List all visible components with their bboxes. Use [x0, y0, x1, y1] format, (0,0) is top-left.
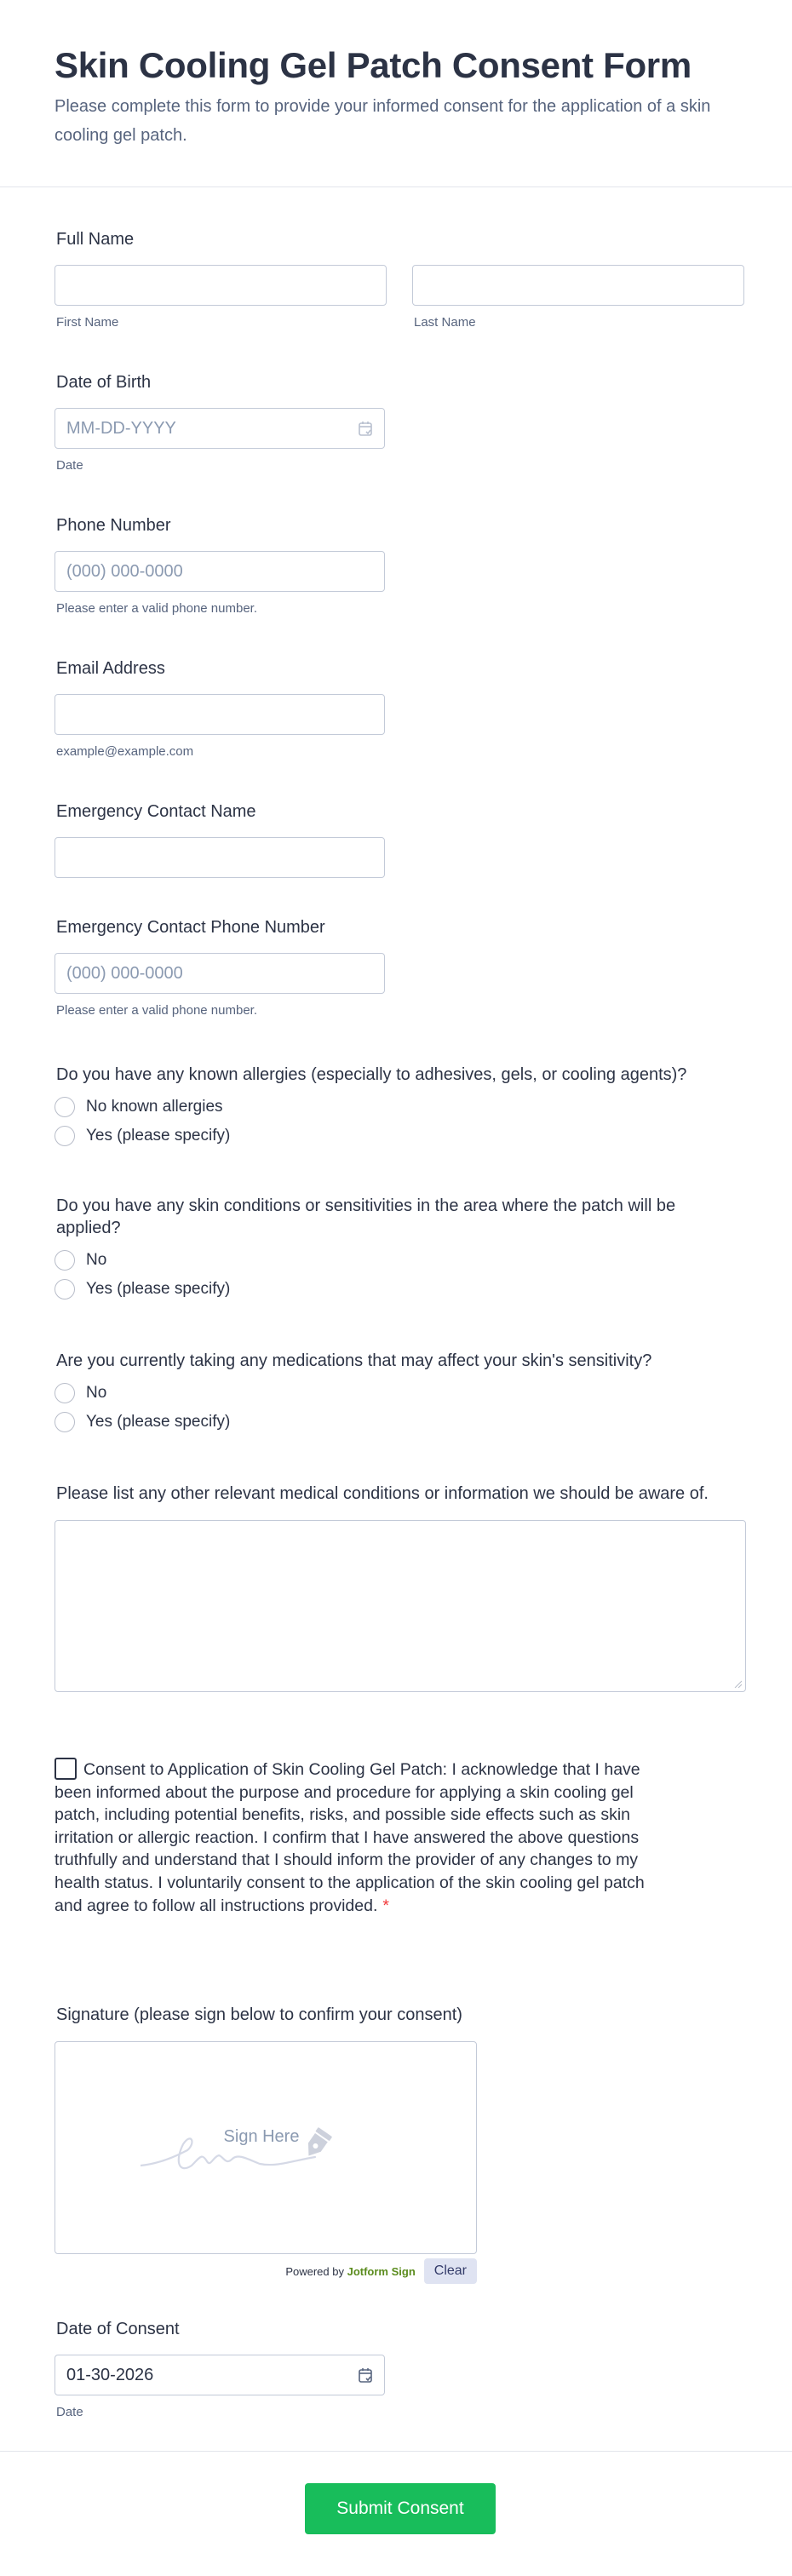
- form-header: [0, 0, 792, 187]
- allergies-question-label: Do you have any known allergies (especially to adhesives, gels, or cooling agents)?: [56, 1065, 687, 1084]
- signature-pad[interactable]: [55, 2041, 477, 2254]
- dob-field: [55, 371, 385, 473]
- radio-label: No known allergies: [86, 1098, 223, 1116]
- consent-text: Consent to Application of Skin Cooling Gel Patch: I acknowledge that I have been informed about the purpose and procedure for applying a skin cooling gel patch, including potential benefits, risks, and possible side effects such as skin irritation or allergic reaction. I confirm that I have answered the above questions truthfully and understand that I should inform the provider of any changes to my health status. I voluntarily consent to the application of the skin cooling gel patch and agree to follow all instructions provided.: [55, 1760, 645, 1915]
- consent-checkbox[interactable]: [55, 1758, 77, 1780]
- first-name-input[interactable]: [55, 265, 387, 306]
- powered-by-text: Powered by Jotform Sign: [285, 2264, 416, 2278]
- calendar-icon[interactable]: [358, 2367, 373, 2384]
- consent-field: [55, 1758, 668, 1917]
- first-name-sublabel: First Name: [56, 315, 119, 330]
- radio-label: Yes (please specify): [86, 1127, 231, 1145]
- emergency-phone-sublabel: Please enter a valid phone number.: [56, 1003, 257, 1018]
- skin-conditions-question: [55, 1195, 737, 1299]
- emergency-phone-field: [55, 916, 385, 1018]
- full-name-field: [55, 228, 744, 330]
- allergies-option-no[interactable]: [55, 1097, 737, 1117]
- dob-label: Date of Birth: [56, 373, 152, 392]
- email-label: Email Address: [56, 659, 165, 678]
- radio-button[interactable]: [55, 1383, 75, 1403]
- jotform-sign-brand: Jotform Sign: [347, 2264, 416, 2278]
- consent-date-value: 01-30-2026: [66, 2365, 154, 2384]
- dob-input[interactable]: [55, 408, 385, 449]
- skin-conditions-question-label: Do you have any skin conditions or sensitivities in the area where the patch will be applied?: [56, 1196, 676, 1237]
- radio-button[interactable]: [55, 1250, 75, 1271]
- email-sublabel: example@example.com: [56, 744, 194, 759]
- phone-field: [55, 514, 385, 616]
- signature-field: [55, 2004, 477, 2284]
- radio-button[interactable]: [55, 1097, 75, 1117]
- medications-question-label: Are you currently taking any medications that may affect your skin's sensitivity?: [56, 1351, 652, 1370]
- consent-date-field: [55, 2318, 385, 2419]
- medications-question: [55, 1350, 737, 1432]
- footer-divider: [0, 2451, 792, 2452]
- required-asterisk: *: [382, 1896, 389, 1915]
- page-title: Skin Cooling Gel Patch Consent Form: [55, 45, 692, 85]
- medications-option-no[interactable]: [55, 1383, 737, 1403]
- emergency-phone-placeholder: (000) 000-0000: [66, 963, 183, 983]
- emergency-phone-label: Emergency Contact Phone Number: [56, 918, 325, 937]
- phone-label: Phone Number: [56, 516, 171, 535]
- dob-placeholder: MM-DD-YYYY: [66, 418, 176, 438]
- consent-label[interactable]: [55, 1758, 668, 1917]
- allergies-option-yes[interactable]: [55, 1126, 737, 1146]
- radio-button[interactable]: [55, 1412, 75, 1432]
- email-input[interactable]: [55, 694, 385, 735]
- full-name-label: Full Name: [56, 230, 135, 249]
- radio-button[interactable]: [55, 1279, 75, 1299]
- radio-label: No: [86, 1251, 107, 1269]
- medications-option-yes[interactable]: [55, 1412, 737, 1432]
- emergency-phone-input[interactable]: [55, 953, 385, 994]
- dob-sublabel: Date: [56, 458, 83, 473]
- consent-date-sublabel: Date: [56, 2405, 83, 2419]
- page-subtitle: Please complete this form to provide your informed consent for the application of a skin cooling gel patch.: [55, 97, 711, 145]
- last-name-input[interactable]: [412, 265, 744, 306]
- skin-conditions-option-no[interactable]: [55, 1250, 737, 1271]
- radio-label: Yes (please specify): [86, 1280, 231, 1298]
- last-name-sublabel: Last Name: [414, 315, 476, 330]
- skin-conditions-option-yes[interactable]: [55, 1279, 737, 1299]
- radio-label: Yes (please specify): [86, 1413, 231, 1431]
- allergies-question: [55, 1064, 737, 1146]
- submit-consent-button[interactable]: Submit Consent: [305, 2483, 496, 2534]
- signature-footer: [55, 2258, 477, 2284]
- radio-label: No: [86, 1384, 107, 1402]
- phone-sublabel: Please enter a valid phone number.: [56, 601, 257, 616]
- email-field: [55, 657, 385, 759]
- calendar-icon[interactable]: [358, 420, 373, 437]
- emergency-name-label: Emergency Contact Name: [56, 802, 256, 821]
- emergency-name-input[interactable]: [55, 837, 385, 878]
- consent-date-input[interactable]: [55, 2355, 385, 2395]
- sign-here-placeholder: Sign Here: [223, 2127, 300, 2146]
- radio-button[interactable]: [55, 1126, 75, 1146]
- resize-grip-icon[interactable]: [733, 1679, 742, 1688]
- phone-input[interactable]: [55, 551, 385, 592]
- signature-label: Signature (please sign below to confirm your consent): [56, 2005, 462, 2024]
- consent-date-label: Date of Consent: [56, 2320, 180, 2338]
- other-info-textarea[interactable]: [55, 1520, 746, 1692]
- other-info-label: Please list any other relevant medical conditions or information we should be aware of.: [56, 1484, 709, 1503]
- emergency-name-field: [55, 800, 385, 878]
- other-info-field: [55, 1483, 746, 1692]
- phone-placeholder: (000) 000-0000: [66, 561, 183, 581]
- clear-signature-button[interactable]: Clear: [424, 2258, 477, 2284]
